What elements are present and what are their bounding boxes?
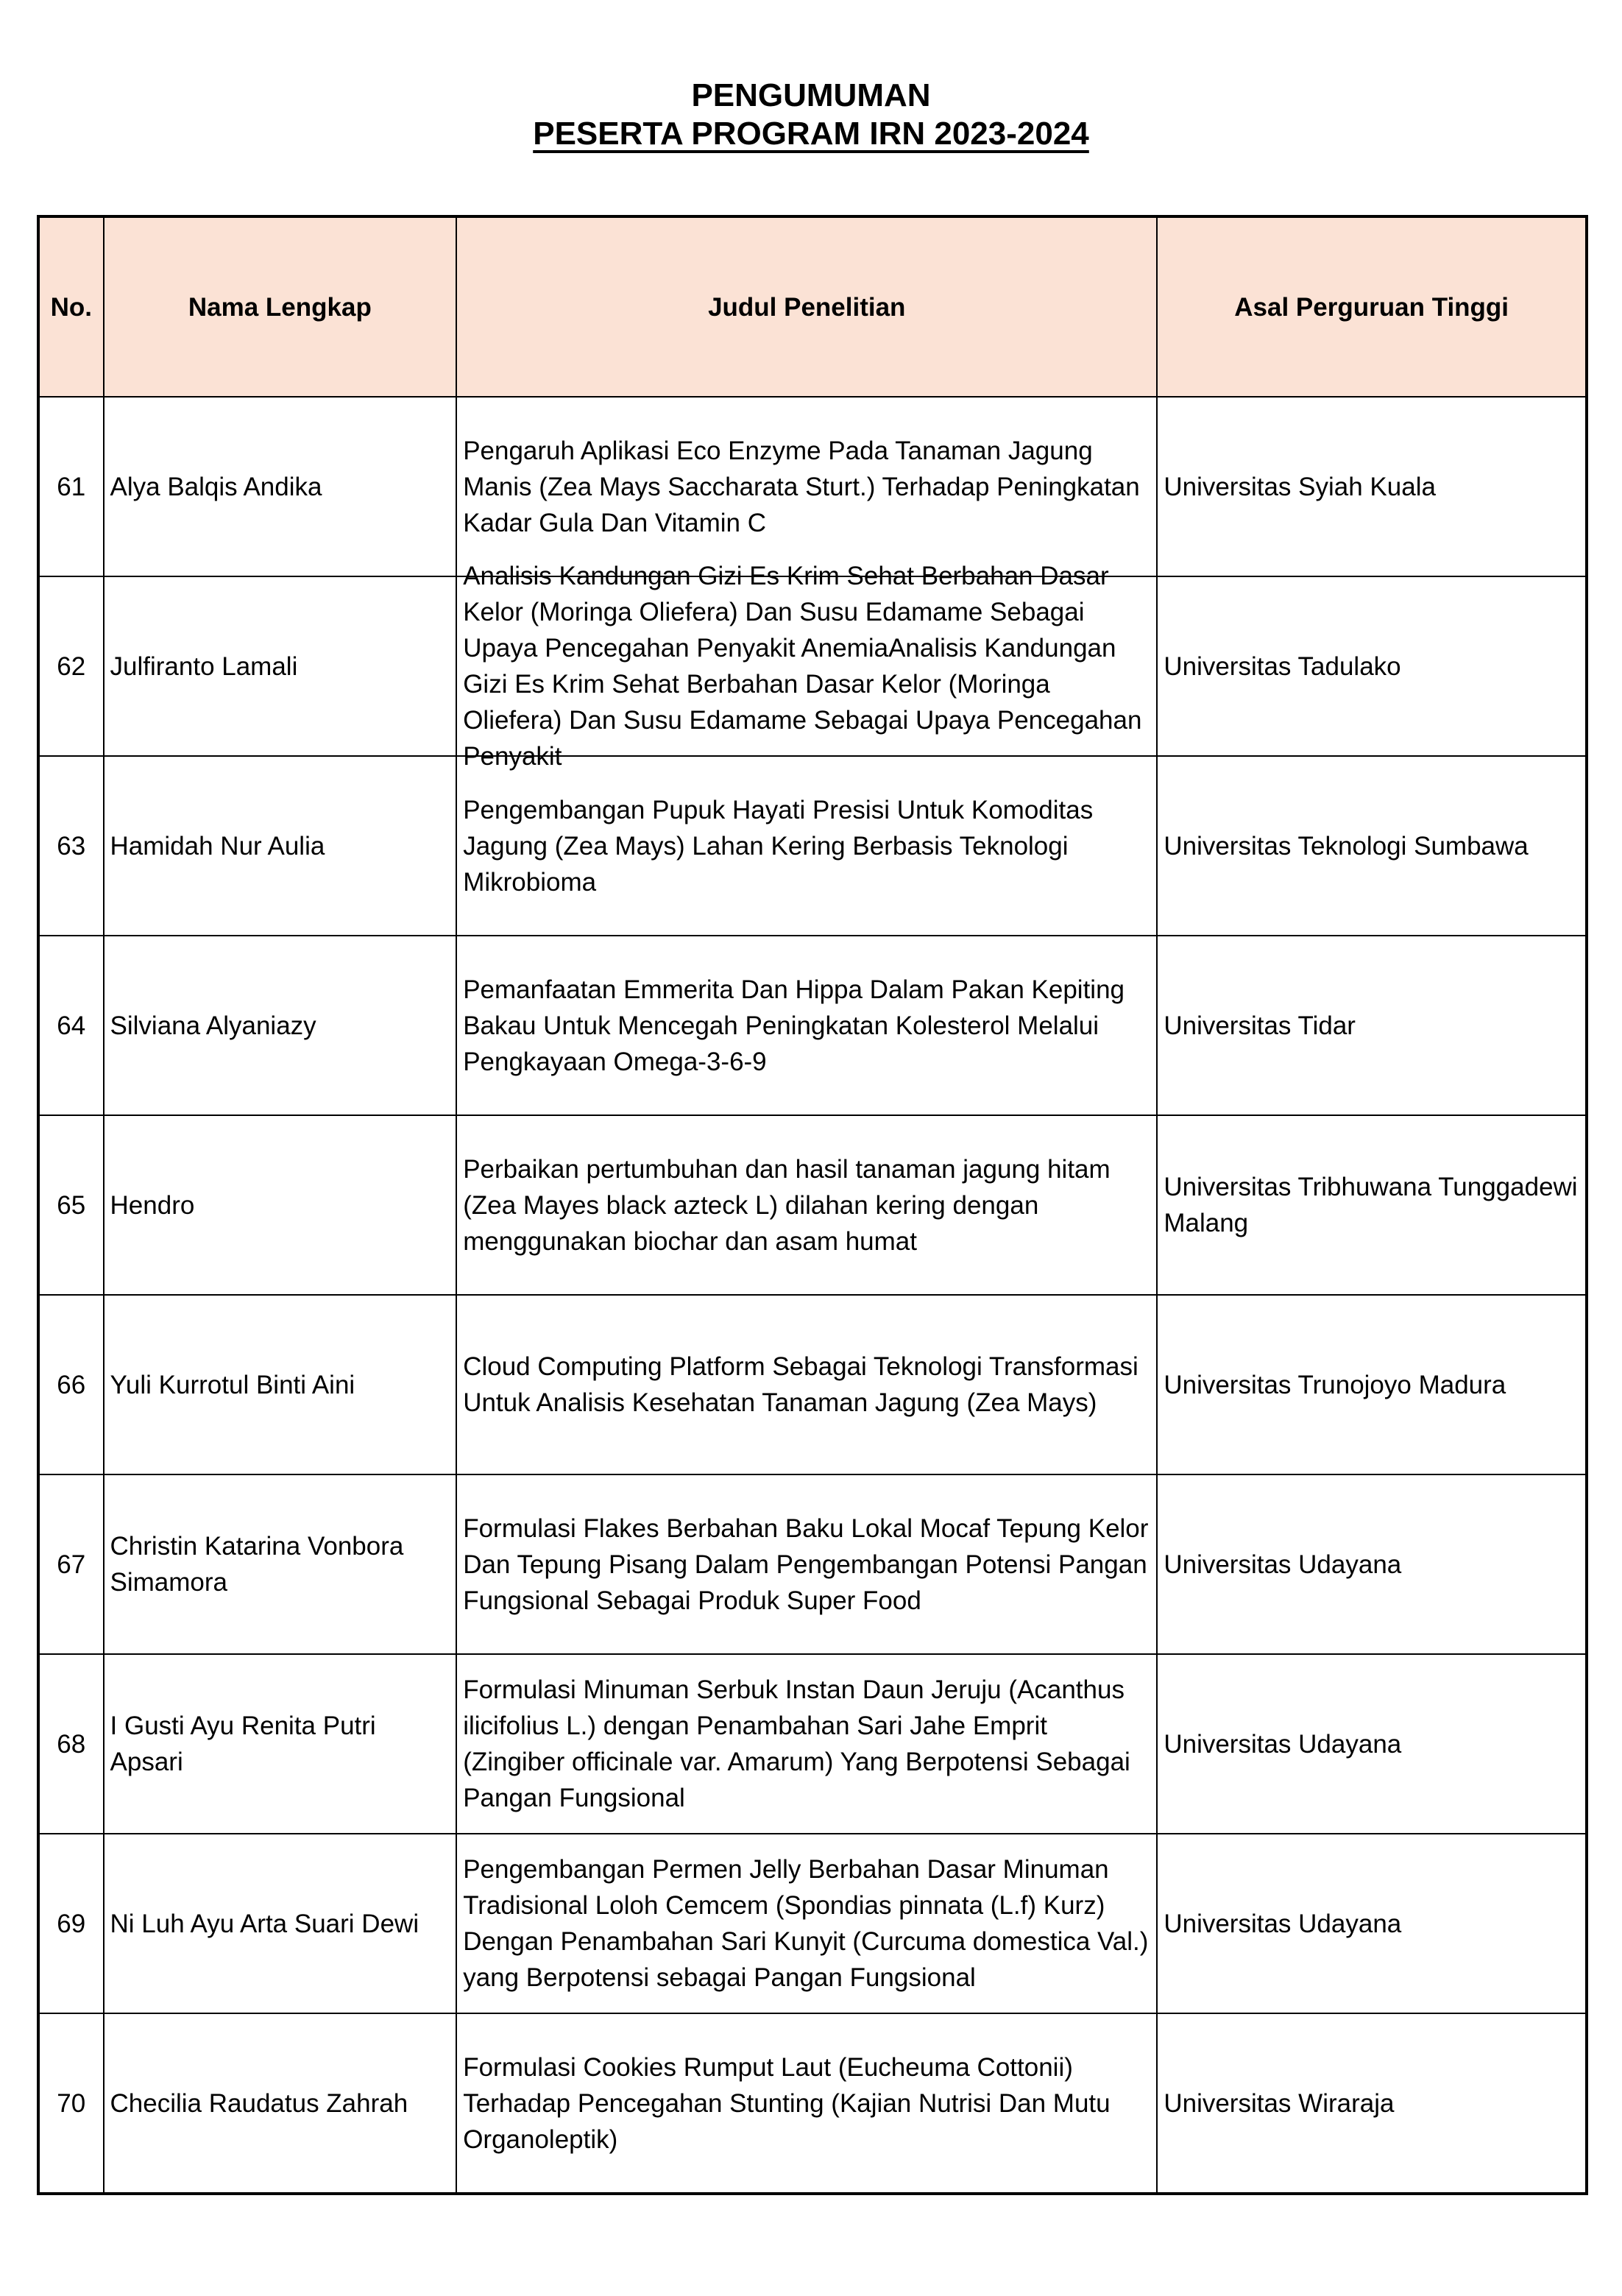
cell-university: Universitas Tadulako <box>1164 651 1401 681</box>
table-row <box>38 756 1587 936</box>
cell-no: 69 <box>57 1909 86 1938</box>
cell-research-title-container <box>456 2013 1157 2194</box>
cell-no-container <box>38 397 104 576</box>
cell-university-container <box>1157 936 1587 1115</box>
cell-no-container <box>38 756 104 936</box>
table-row <box>38 1834 1587 2013</box>
table-header-row <box>38 216 1587 397</box>
cell-university-container <box>1157 1834 1587 2013</box>
table-body <box>38 397 1587 2194</box>
cell-university: Universitas Udayana <box>1164 1729 1402 1759</box>
cell-no: 64 <box>57 1011 86 1040</box>
cell-name-container <box>104 576 457 756</box>
table-row <box>38 2013 1587 2194</box>
participants-table <box>37 215 1588 2195</box>
cell-no-container <box>38 936 104 1115</box>
cell-research-title-container <box>456 562 1157 771</box>
cell-name: Yuli Kurrotul Binti Aini <box>110 1370 355 1399</box>
cell-university: Universitas Tidar <box>1164 1011 1356 1040</box>
cell-name-container <box>104 1654 457 1834</box>
column-header-university: Asal Perguruan Tinggi <box>1157 216 1587 397</box>
cell-university: Universitas Udayana <box>1164 1909 1402 1938</box>
cell-no-container <box>38 576 104 756</box>
cell-research-title-container <box>456 1654 1157 1834</box>
cell-name: Christin Katarina Vonbora Simamora <box>110 1532 404 1597</box>
cell-no: 62 <box>57 651 86 681</box>
cell-no-container <box>38 2013 104 2194</box>
cell-no-container <box>38 1295 104 1474</box>
cell-research-title: Perbaikan pertumbuhan dan hasil tanaman jagung hitam (Zea Mayes black azteck L) dilahan kering dengan menggunakan biochar dan asam humat <box>463 1154 1111 1256</box>
cell-university-container <box>1157 397 1587 576</box>
cell-no-container <box>38 1115 104 1295</box>
cell-no: 70 <box>57 2088 86 2118</box>
cell-university-container <box>1157 1295 1587 1474</box>
cell-research-title-container <box>456 756 1157 936</box>
table-row <box>38 1295 1587 1474</box>
cell-name: Hendro <box>110 1190 195 1220</box>
cell-university: Universitas Wiraraja <box>1164 2088 1395 2118</box>
cell-research-title: Pengembangan Pupuk Hayati Presisi Untuk Komoditas Jagung (Zea Mays) Lahan Kering Berbasis Teknologi Mikrobioma <box>463 795 1094 897</box>
cell-university-container <box>1157 576 1587 756</box>
cell-university-container <box>1157 2013 1587 2194</box>
cell-name: I Gusti Ayu Renita Putri Apsari <box>110 1712 376 1776</box>
cell-name-container <box>104 936 457 1115</box>
table-row <box>38 397 1587 576</box>
cell-research-title-container <box>456 397 1157 576</box>
cell-research-title-container <box>456 936 1157 1115</box>
cell-name-container <box>104 397 457 576</box>
cell-no-container <box>38 1474 104 1654</box>
cell-name: Silviana Alyaniazy <box>110 1011 316 1040</box>
cell-no: 63 <box>57 831 86 861</box>
column-header-no: No. <box>38 216 104 397</box>
cell-no: 67 <box>57 1550 86 1579</box>
cell-research-title-container <box>456 1295 1157 1474</box>
cell-name-container <box>104 2013 457 2194</box>
cell-name: Alya Balqis Andika <box>110 472 322 501</box>
cell-name: Julfiranto Lamali <box>110 651 298 681</box>
cell-research-title-container <box>456 1474 1157 1654</box>
cell-university: Universitas Teknologi Sumbawa <box>1164 831 1529 861</box>
cell-university: Universitas Syiah Kuala <box>1164 472 1436 501</box>
cell-name-container <box>104 1295 457 1474</box>
table-row <box>38 576 1587 756</box>
cell-university-container <box>1157 756 1587 936</box>
cell-no-container <box>38 1654 104 1834</box>
cell-name: Ni Luh Ayu Arta Suari Dewi <box>110 1909 419 1938</box>
cell-research-title-container <box>456 1834 1157 2013</box>
cell-university-container <box>1157 1474 1587 1654</box>
cell-university-container <box>1157 1115 1587 1295</box>
document-subtitle: PESERTA PROGRAM IRN 2023-2024 <box>533 116 1089 152</box>
cell-research-title: Pengaruh Aplikasi Eco Enzyme Pada Tanaman Jagung Manis (Zea Mays Saccharata Sturt.) Terhadap Peningkatan Kadar Gula Dan Vitamin C <box>463 436 1140 537</box>
cell-research-title: Formulasi Flakes Berbahan Baku Lokal Mocaf Tepung Kelor Dan Tepung Pisang Dalam Pengembangan Potensi Pangan Fungsional Sebagai Produk Super Food <box>463 1513 1149 1615</box>
cell-research-title: Pengembangan Permen Jelly Berbahan Dasar Minuman Tradisional Loloh Cemcem (Spondias pinnata (L.f) Kurz) Dengan Penambahan Sari Kunyit (Curcuma domestica Val.) yang Berpotensi sebagai Pangan Fungsional <box>463 1855 1149 1992</box>
cell-name: Checilia Raudatus Zahrah <box>110 2088 408 2118</box>
document-header <box>0 77 1622 153</box>
cell-research-title: Formulasi Minuman Serbuk Instan Daun Jeruju (Acanthus ilicifolius L.) dengan Penambahan Sari Jahe Emprit (Zingiber officinale var. Amarum) Yang Berpotensi Sebagai Pangan Fungsional <box>463 1675 1130 1812</box>
cell-research-title: Analisis Kandungan Gizi Es Krim Sehat Berbahan Dasar Kelor (Moringa Oliefera) Dan Susu Edamame Sebagai Upaya Pencegahan Penyakit AnemiaAnalisis Kandungan Gizi Es Krim Sehat Berbahan Dasar Kelor (Moringa Oliefera) Dan Susu Edamame Sebagai Upaya Pencegahan Penyakit <box>463 562 1142 771</box>
cell-no: 68 <box>57 1729 86 1759</box>
cell-name: Hamidah Nur Aulia <box>110 831 325 861</box>
cell-name-container <box>104 1115 457 1295</box>
column-header-title: Judul Penelitian <box>456 216 1157 397</box>
cell-university: Universitas Udayana <box>1164 1550 1402 1579</box>
cell-name-container <box>104 1474 457 1654</box>
column-header-name: Nama Lengkap <box>104 216 457 397</box>
cell-university-container <box>1157 1654 1587 1834</box>
table-row <box>38 1654 1587 1834</box>
document-title: PENGUMUMAN <box>691 77 931 113</box>
cell-no: 66 <box>57 1370 86 1399</box>
cell-university: Universitas Trunojoyo Madura <box>1164 1370 1506 1399</box>
cell-name-container <box>104 756 457 936</box>
cell-research-title-container <box>456 1115 1157 1295</box>
cell-research-title: Pemanfaatan Emmerita Dan Hippa Dalam Pakan Kepiting Bakau Untuk Mencegah Peningkatan Kolesterol Melalui Pengkayaan Omega-3-6-9 <box>463 975 1125 1076</box>
cell-research-title: Formulasi Cookies Rumput Laut (Eucheuma Cottonii) Terhadap Pencegahan Stunting (Kajian Nutrisi Dan Mutu Organoleptik) <box>463 2052 1111 2154</box>
table-row <box>38 1474 1587 1654</box>
cell-no: 61 <box>57 472 86 501</box>
cell-no-container <box>38 1834 104 2013</box>
table-row <box>38 1115 1587 1295</box>
table-row <box>38 936 1587 1115</box>
cell-no: 65 <box>57 1190 86 1220</box>
cell-name-container <box>104 1834 457 2013</box>
cell-university: Universitas Tribhuwana Tunggadewi Malang <box>1164 1173 1578 1237</box>
cell-research-title: Cloud Computing Platform Sebagai Teknologi Transformasi Untuk Analisis Kesehatan Tanaman Jagung (Zea Mays) <box>463 1352 1138 1417</box>
